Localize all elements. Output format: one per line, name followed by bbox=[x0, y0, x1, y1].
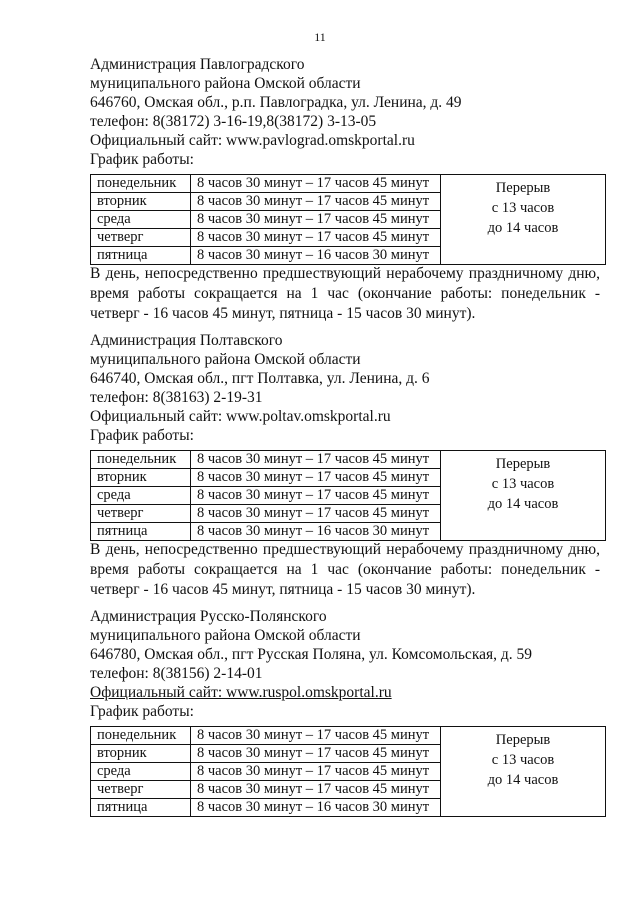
break-title: Перерыв bbox=[495, 732, 551, 748]
break-from: с 13 часов bbox=[491, 476, 555, 492]
hours-cell: 8 часов 30 минут – 17 часов 45 минут bbox=[191, 727, 441, 745]
website-line: Официальный сайт: www.poltav.omskportal.ru bbox=[90, 408, 391, 425]
break-title: Перерыв bbox=[495, 456, 551, 472]
day-cell: пятница bbox=[91, 247, 191, 265]
break-to: до 14 часов bbox=[487, 772, 559, 788]
day-cell: вторник bbox=[91, 193, 191, 211]
break-from: с 13 часов bbox=[491, 752, 555, 768]
day-cell: понедельник bbox=[91, 451, 191, 469]
admin-name-line: Администрация Русско-Полянского bbox=[90, 608, 327, 625]
break-cell bbox=[441, 451, 606, 541]
day-cell: четверг bbox=[91, 505, 191, 523]
address-line: 646780, Омская обл., пгт Русская Поляна, ул. Комсомольская, д. 59 bbox=[90, 646, 533, 663]
hours-cell: 8 часов 30 минут – 17 часов 45 минут bbox=[191, 451, 441, 469]
break-to: до 14 часов bbox=[487, 496, 559, 512]
day-cell: вторник bbox=[91, 469, 191, 487]
schedule-table bbox=[90, 450, 606, 541]
schedule-heading: График работы: bbox=[90, 151, 194, 168]
address-line: 646740, Омская обл., пгт Полтавка, ул. Ленина, д. 6 bbox=[90, 370, 430, 387]
admin-name-line: Администрация Павлоградского bbox=[90, 56, 305, 73]
website-link[interactable]: Официальный сайт: www.ruspol.omskportal.ru bbox=[90, 684, 392, 701]
hours-cell: 8 часов 30 минут – 16 часов 30 минут bbox=[191, 799, 441, 817]
address-line: 646760, Омская обл., р.п. Павлоградка, ул. Ленина, д. 49 bbox=[90, 94, 462, 111]
table-row bbox=[91, 451, 606, 469]
day-cell: среда bbox=[91, 763, 191, 781]
day-cell: среда bbox=[91, 487, 191, 505]
phone-line: телефон: 8(38156) 2-14-01 bbox=[90, 665, 263, 682]
hours-cell: 8 часов 30 минут – 17 часов 45 минут bbox=[191, 745, 441, 763]
day-cell: четверг bbox=[91, 229, 191, 247]
break-cell bbox=[441, 727, 606, 817]
schedule-heading: График работы: bbox=[90, 427, 194, 444]
schedule-table bbox=[90, 174, 606, 265]
day-cell: пятница bbox=[91, 523, 191, 541]
hours-cell: 8 часов 30 минут – 16 часов 30 минут bbox=[191, 247, 441, 265]
hours-cell: 8 часов 30 минут – 17 часов 45 минут bbox=[191, 211, 441, 229]
break-to: до 14 часов bbox=[487, 220, 559, 236]
hours-cell: 8 часов 30 минут – 17 часов 45 минут bbox=[191, 505, 441, 523]
hours-cell: 8 часов 30 минут – 17 часов 45 минут bbox=[191, 781, 441, 799]
admin-name-line: Администрация Полтавского bbox=[90, 332, 283, 349]
page-number: 11 bbox=[314, 30, 326, 44]
address-block bbox=[90, 331, 610, 445]
day-cell: четверг bbox=[91, 781, 191, 799]
day-cell: понедельник bbox=[91, 175, 191, 193]
district-line: муниципального района Омской области bbox=[90, 351, 361, 368]
break-title: Перерыв bbox=[495, 180, 551, 196]
address-block bbox=[90, 55, 610, 169]
schedule-table bbox=[90, 726, 606, 817]
table-row bbox=[91, 175, 606, 193]
table-row bbox=[91, 727, 606, 745]
district-line: муниципального района Омской области bbox=[90, 627, 361, 644]
phone-line: телефон: 8(38163) 2-19-31 bbox=[90, 389, 263, 406]
holiday-note: В день, непосредственно предшествующий нерабочему праздничному дню, время работы сокращается на 1 час (окончание работы: понедельник - четверг - 16 часов 45 минут, пятница - 15 часов 30 минут). bbox=[90, 541, 600, 598]
day-cell: понедельник bbox=[91, 727, 191, 745]
holiday-note: В день, непосредственно предшествующий нерабочему праздничному дню, время работы сокращается на 1 час (окончание работы: понедельник - четверг - 16 часов 45 минут, пятница - 15 часов 30 минут). bbox=[90, 265, 600, 322]
hours-cell: 8 часов 30 минут – 17 часов 45 минут bbox=[191, 469, 441, 487]
hours-cell: 8 часов 30 минут – 17 часов 45 минут bbox=[191, 487, 441, 505]
break-from: с 13 часов bbox=[491, 200, 555, 216]
day-cell: вторник bbox=[91, 745, 191, 763]
district-line: муниципального района Омской области bbox=[90, 75, 361, 92]
website-line: Официальный сайт: www.pavlograd.omskportal.ru bbox=[90, 132, 415, 149]
hours-cell: 8 часов 30 минут – 17 часов 45 минут bbox=[191, 193, 441, 211]
hours-cell: 8 часов 30 минут – 17 часов 45 минут bbox=[191, 175, 441, 193]
hours-cell: 8 часов 30 минут – 17 часов 45 минут bbox=[191, 763, 441, 781]
break-cell bbox=[441, 175, 606, 265]
hours-cell: 8 часов 30 минут – 16 часов 30 минут bbox=[191, 523, 441, 541]
hours-cell: 8 часов 30 минут – 17 часов 45 минут bbox=[191, 229, 441, 247]
day-cell: пятница bbox=[91, 799, 191, 817]
day-cell: среда bbox=[91, 211, 191, 229]
phone-line: телефон: 8(38172) 3-16-19,8(38172) 3-13-05 bbox=[90, 113, 377, 130]
schedule-heading: График работы: bbox=[90, 703, 194, 720]
address-block bbox=[90, 607, 610, 721]
